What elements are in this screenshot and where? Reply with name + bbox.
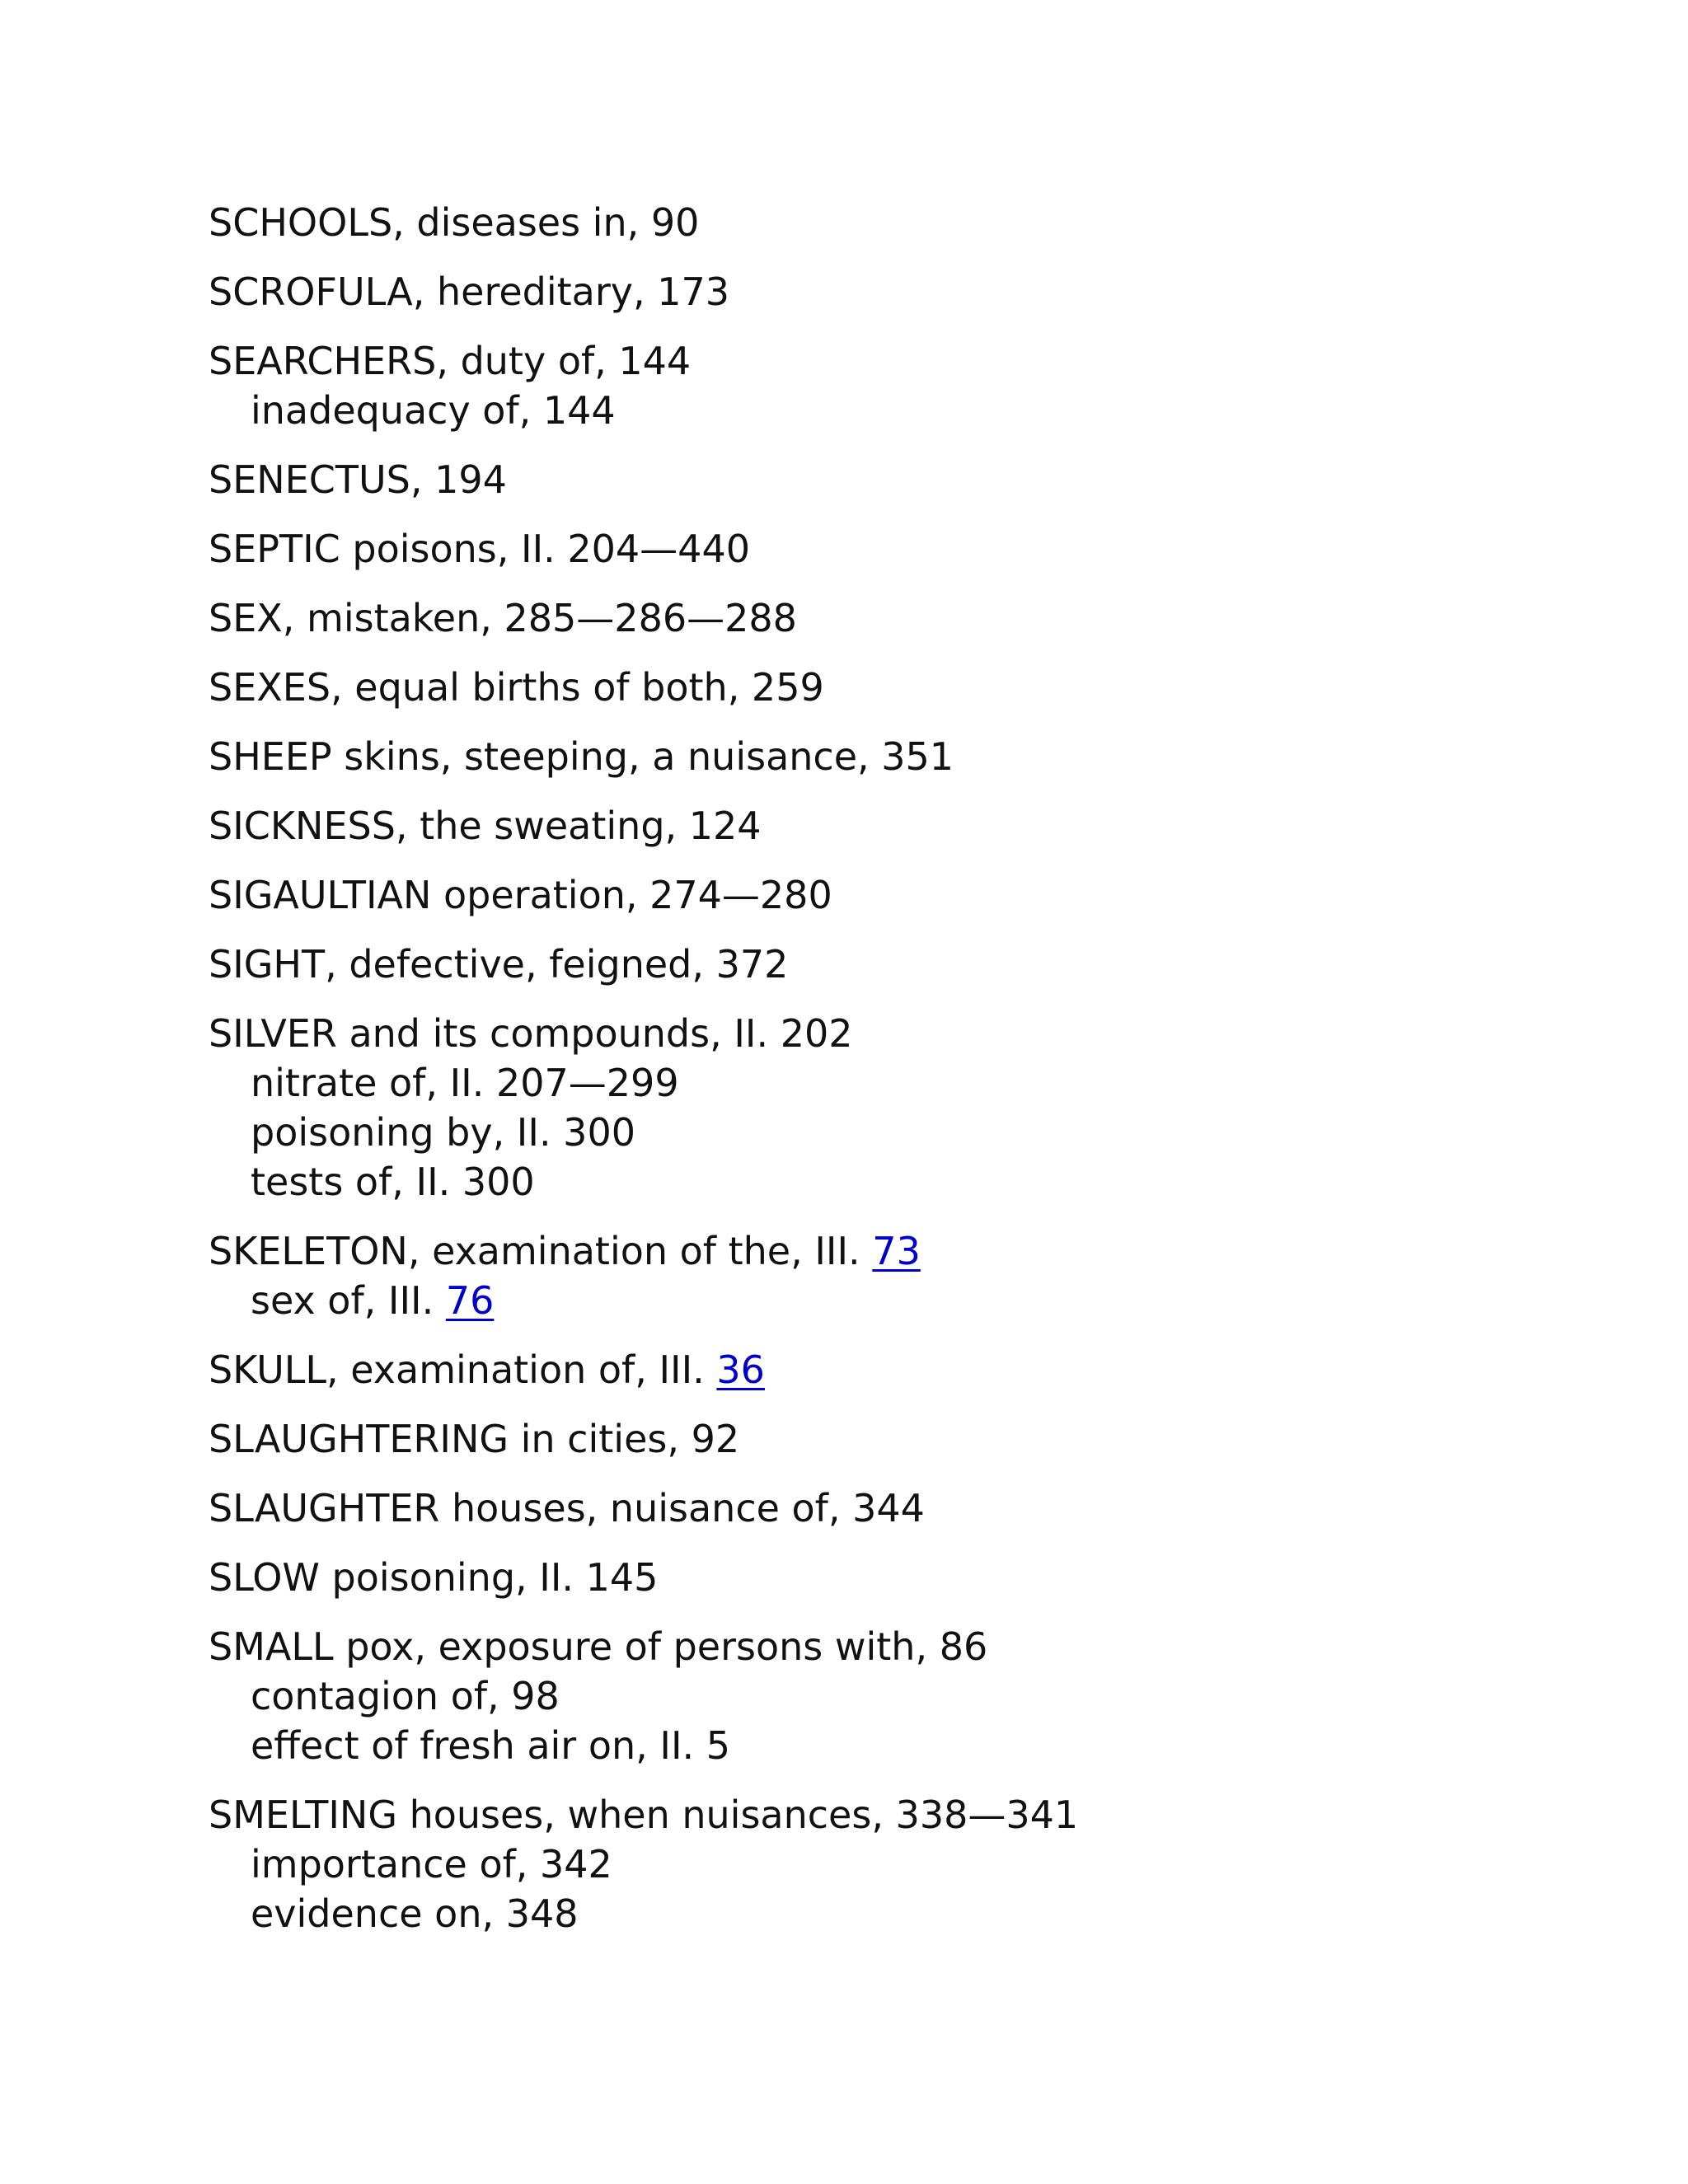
entry-text: contagion of, 98: [251, 1674, 560, 1718]
index-subentry: [209, 386, 1610, 435]
index-heading: [209, 1345, 1610, 1394]
index-heading: [209, 198, 1610, 247]
index-page: [209, 198, 1610, 1958]
index-entry: [209, 1414, 1610, 1464]
entry-text: importance of, 342: [251, 1842, 612, 1886]
index-subentry: [209, 1671, 1610, 1721]
entry-text: SEARCHERS, duty of, 144: [209, 339, 692, 383]
index-entry: [209, 455, 1610, 504]
entry-text: SKULL, examination of, III.: [209, 1347, 717, 1392]
index-heading: [209, 336, 1610, 386]
index-heading: [209, 1553, 1610, 1602]
index-entry: [209, 524, 1610, 574]
page-link[interactable]: 36: [716, 1347, 765, 1392]
index-entry: [209, 732, 1610, 781]
entry-text: SCROFULA, hereditary, 173: [209, 269, 730, 314]
index-entry: [209, 1483, 1610, 1533]
index-entry: [209, 801, 1610, 851]
entry-text: evidence on, 348: [251, 1891, 579, 1936]
index-heading: [209, 732, 1610, 781]
entry-text: SLAUGHTER houses, nuisance of, 344: [209, 1486, 925, 1530]
index-heading: [209, 1622, 1610, 1671]
entry-text: SIGAULTIAN operation, 274—280: [209, 873, 832, 917]
index-subentry: [209, 1889, 1610, 1938]
entry-text: inadequacy of, 144: [251, 388, 616, 433]
entry-text: SICKNESS, the sweating, 124: [209, 804, 762, 848]
entry-text: SMALL pox, exposure of persons with, 86: [209, 1624, 988, 1669]
index-heading: [209, 1483, 1610, 1533]
entry-text: SEPTIC poisons, II. 204—440: [209, 527, 750, 571]
index-heading: [209, 870, 1610, 920]
index-entry: [209, 870, 1610, 920]
index-heading: [209, 1009, 1610, 1058]
index-entry: [209, 198, 1610, 247]
index-subentry: [209, 1108, 1610, 1157]
entry-text: sex of, III.: [251, 1278, 446, 1323]
index-entry: [209, 1622, 1610, 1770]
index-entry: [209, 1226, 1610, 1325]
index-heading: [209, 1790, 1610, 1840]
index-entry: [209, 1009, 1610, 1207]
page-link[interactable]: 73: [872, 1229, 921, 1273]
index-entry: [209, 940, 1610, 989]
entry-text: SENECTUS, 194: [209, 457, 507, 502]
index-heading: [209, 940, 1610, 989]
entry-text: nitrate of, II. 207—299: [251, 1061, 679, 1105]
entry-text: poisoning by, II. 300: [251, 1110, 635, 1155]
index-subentry: [209, 1840, 1610, 1889]
index-heading: [209, 1226, 1610, 1276]
entry-text: SLAUGHTERING in cities, 92: [209, 1417, 740, 1461]
index-entry: [209, 1790, 1610, 1938]
entry-text: SHEEP skins, steeping, a nuisance, 351: [209, 734, 954, 779]
index-entry: [209, 267, 1610, 316]
entry-text: effect of fresh air on, II. 5: [251, 1723, 731, 1768]
index-entry: [209, 663, 1610, 712]
index-heading: [209, 267, 1610, 316]
index-heading: [209, 455, 1610, 504]
entry-text: SILVER and its compounds, II. 202: [209, 1011, 853, 1056]
entry-text: SKELETON, examination of the, III.: [209, 1229, 873, 1273]
index-heading: [209, 801, 1610, 851]
index-subentry: [209, 1721, 1610, 1770]
index-entry: [209, 336, 1610, 435]
index-heading: [209, 524, 1610, 574]
index-heading: [209, 1414, 1610, 1464]
index-heading: [209, 663, 1610, 712]
index-subentry: [209, 1157, 1610, 1207]
entry-text: SCHOOLS, diseases in, 90: [209, 200, 700, 245]
index-subentry: [209, 1276, 1610, 1325]
entry-text: SMELTING houses, when nuisances, 338—341: [209, 1793, 1079, 1837]
page-link[interactable]: 76: [445, 1278, 495, 1323]
entry-text: SEXES, equal births of both, 259: [209, 665, 824, 710]
index-heading: [209, 593, 1610, 643]
entry-text: SIGHT, defective, feigned, 372: [209, 942, 789, 987]
entry-text: SEX, mistaken, 285—286—288: [209, 596, 797, 640]
entry-text: SLOW poisoning, II. 145: [209, 1555, 659, 1600]
index-entry: [209, 593, 1610, 643]
entry-text: tests of, II. 300: [251, 1160, 535, 1204]
index-subentry: [209, 1058, 1610, 1108]
index-entry: [209, 1553, 1610, 1602]
index-entry: [209, 1345, 1610, 1394]
